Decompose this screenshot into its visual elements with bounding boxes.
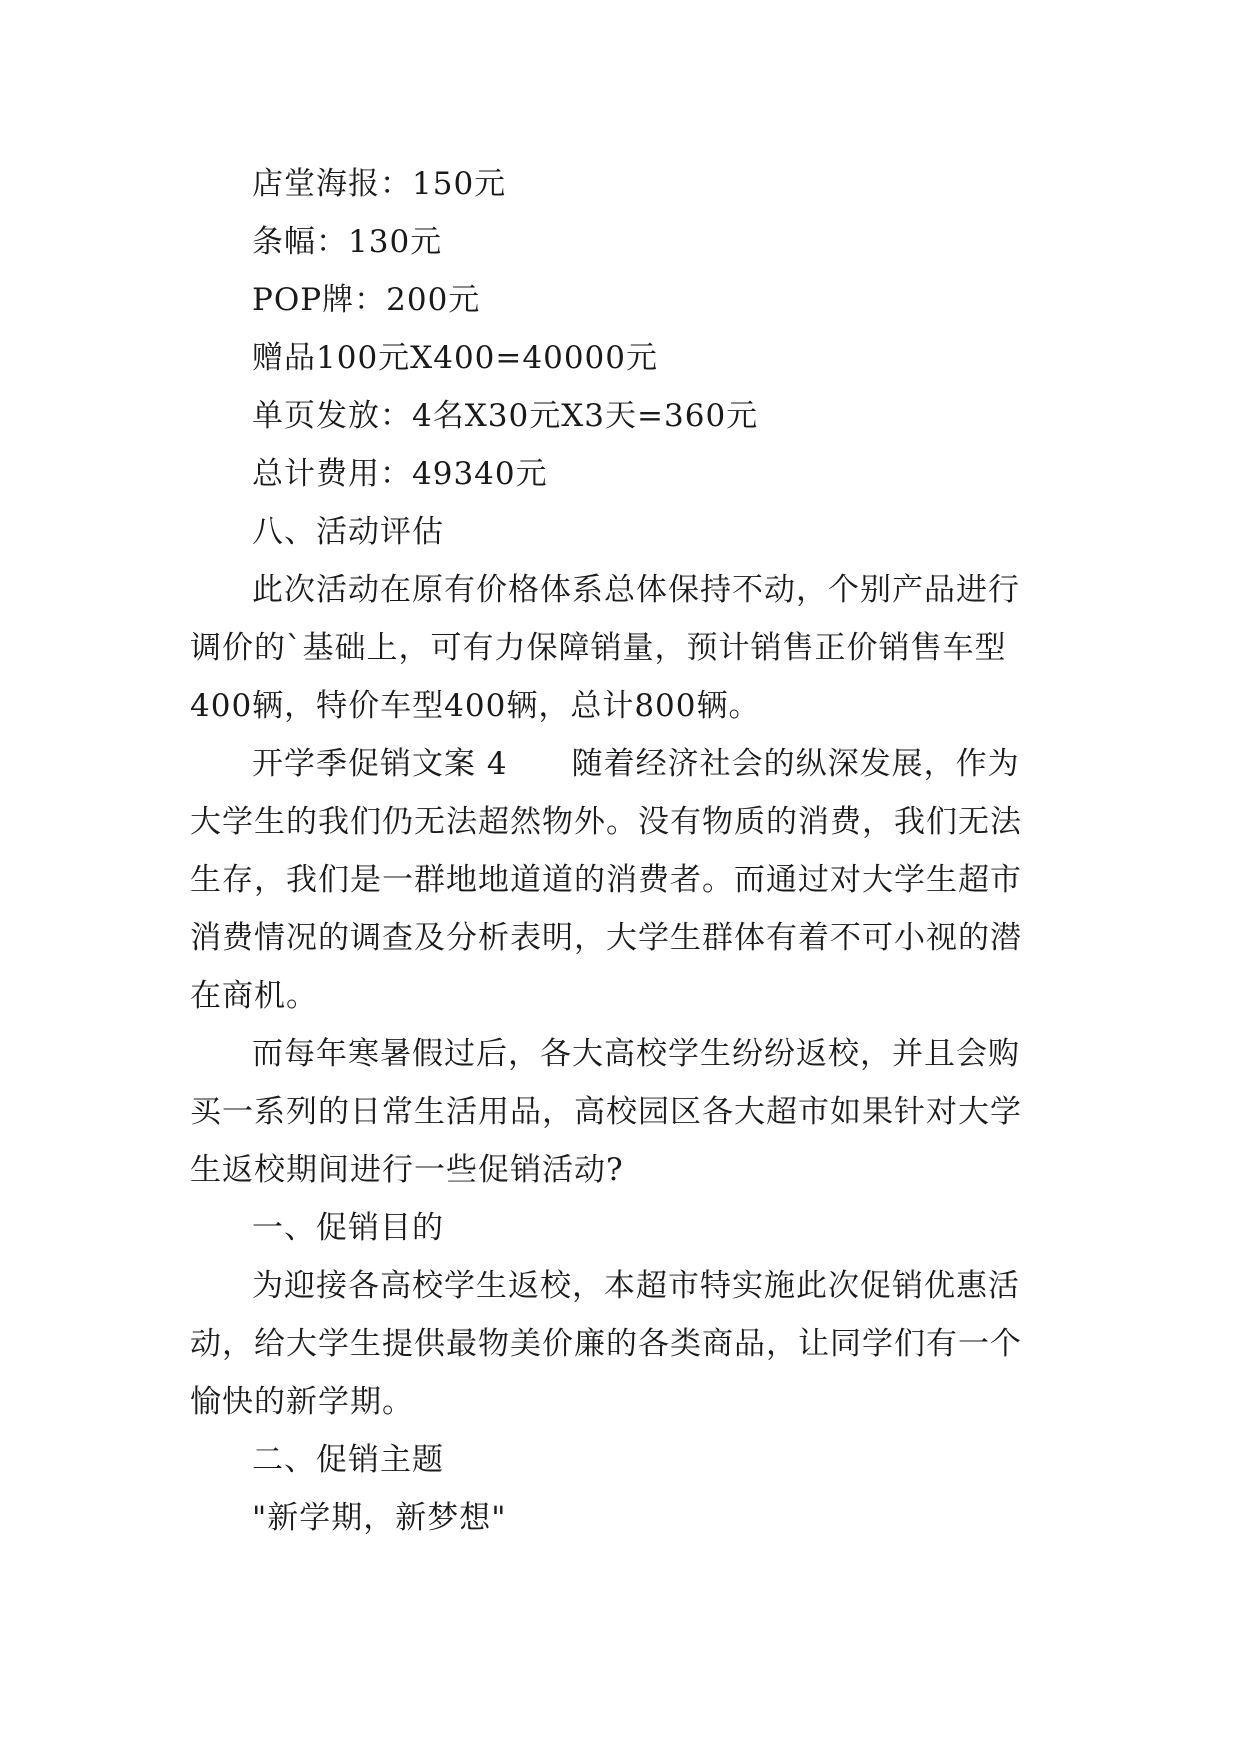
cost-flyer: 单页发放：4名X30元X3天=360元: [252, 398, 759, 434]
section-heading-purpose: 一、促销目的: [252, 1210, 444, 1246]
intro-paragraph: [190, 735, 1050, 1025]
paragraph-line: 生存，我们是一群地地道道的消费者。而通过对大学生超市: [190, 862, 1022, 898]
cost-poster: 店堂海报：150元: [252, 166, 507, 202]
section-heading-theme: 二、促销主题: [252, 1442, 444, 1478]
section-heading-evaluation: 八、活动评估: [252, 514, 444, 550]
paragraph-line: 生返校期间进行一些促销活动?: [190, 1152, 624, 1188]
paragraph-line: 而每年寒暑假过后，各大高校学生纷纷返校，并且会购: [252, 1036, 1020, 1072]
promotion-theme: "新学期，新梦想": [252, 1500, 507, 1536]
paragraph-line: 400辆，特价车型400辆，总计800辆。: [190, 688, 761, 724]
cost-gift: 赠品100元X400=40000元: [252, 340, 658, 376]
return-paragraph: [190, 1025, 1050, 1199]
purpose-paragraph: [190, 1257, 1050, 1431]
paragraph-line: 消费情况的调查及分析表明，大学生群体有着不可小视的潜: [190, 920, 1022, 956]
paragraph-line: 调价的`基础上，可有力保障销量，预计销售正价销售车型: [190, 630, 1007, 666]
evaluation-paragraph: [190, 561, 1050, 735]
document-page: [190, 155, 1050, 1547]
cost-banner: 条幅：130元: [252, 224, 443, 260]
paragraph-line: 在商机。: [190, 978, 318, 1014]
paragraph-line: 此次活动在原有价格体系总体保持不动，个别产品进行: [252, 572, 1020, 608]
cost-total: 总计费用：49340元: [252, 456, 548, 492]
paragraph-line: 大学生的我们仍无法超然物外。没有物质的消费，我们无法: [190, 804, 1022, 840]
paragraph-line: 愉快的新学期。: [190, 1384, 414, 1420]
cost-pop: POP牌：200元: [252, 282, 481, 318]
paragraph-line: 买一系列的日常生活用品，高校园区各大超市如果针对大学: [190, 1094, 1022, 1130]
paragraph-line: 为迎接各高校学生返校，本超市特实施此次促销优惠活: [252, 1268, 1020, 1304]
paragraph-line: 动，给大学生提供最物美价廉的各类商品，让同学们有一个: [190, 1326, 1022, 1362]
paragraph-line: 开学季促销文案 4 随着经济社会的纵深发展，作为: [252, 746, 1020, 782]
